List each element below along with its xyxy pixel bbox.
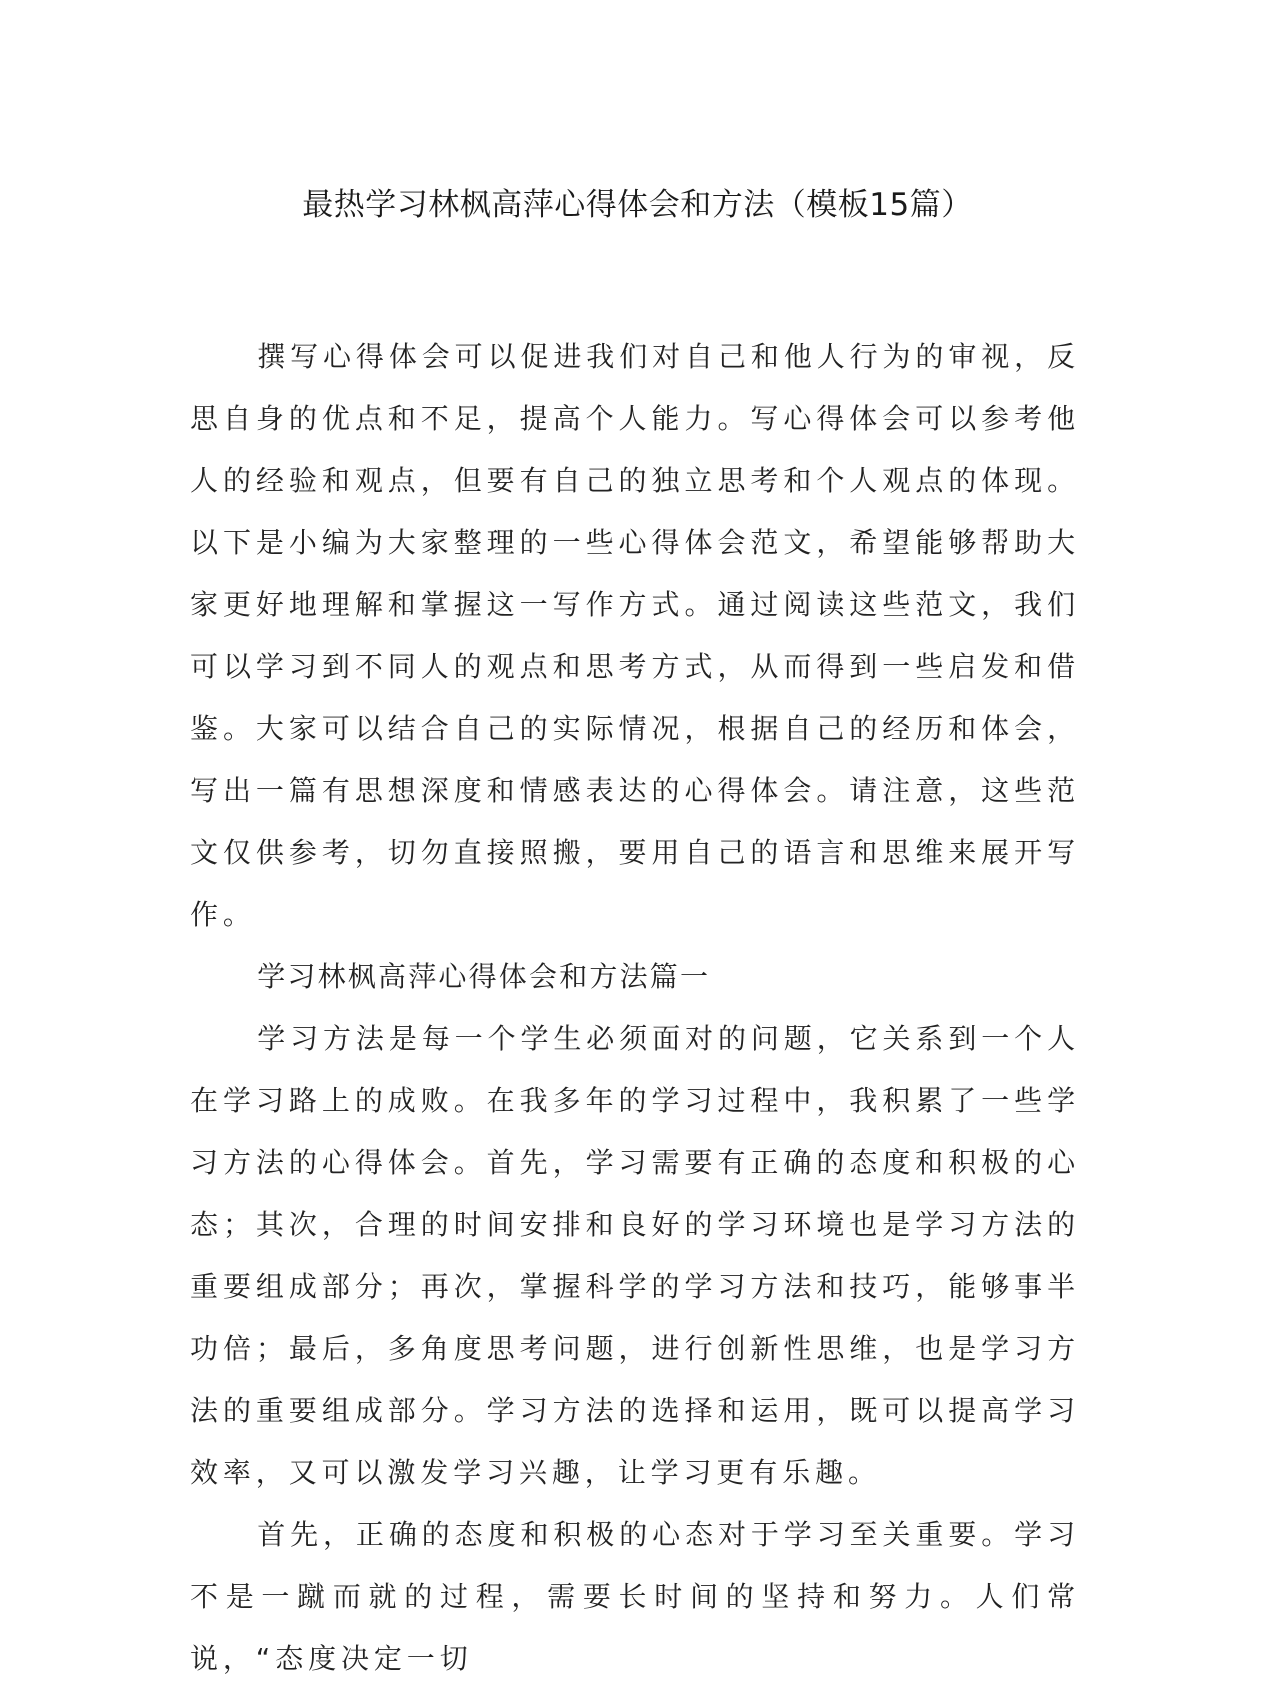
document-title: 最热学习林枫高萍心得体会和方法（模板15篇） bbox=[302, 187, 973, 223]
section-heading: 学习林枫高萍心得体会和方法篇一 bbox=[257, 960, 711, 993]
document-body bbox=[190, 326, 1080, 1690]
intro-paragraph: 撰写心得体会可以促进我们对自己和他人行为的审视，反思自身的优点和不足，提高个人能力。写心得体会可以参考他人的经验和观点，但要有自己的独立思考和个人观点的体现。以下是小编为大家整理的一些心得体会范文，希望能够帮助大家更好地理解和掌握这一写作方式。通过阅读这些范文，我们可以学习到不同人的观点和思考方式，从而得到一些启发和借鉴。大家可以结合自己的实际情况，根据自己的经历和体会，写出一篇有思想深度和情感表达的心得体会。请注意，这些范文仅供参考，切勿直接照搬，要用自己的语言和思维来展开写作。 bbox=[190, 340, 1080, 931]
body-paragraph: 首先，正确的态度和积极的心态对于学习至关重要。学习不是一蹴而就的过程，需要长时间的坚持和努力。人们常说，“态度决定一切 bbox=[190, 1518, 1080, 1675]
body-paragraph: 学习方法是每一个学生必须面对的问题，它关系到一个人在学习路上的成败。在我多年的学习过程中，我积累了一些学习方法的心得体会。首先，学习需要有正确的态度和积极的心态；其次，合理的时间安排和良好的学习环境也是学习方法的重要组成部分；再次，掌握科学的学习方法和技巧，能够事半功倍；最后，多角度思考问题，进行创新性思维，也是学习方法的重要组成部分。学习方法的选择和运用，既可以提高学习效率，又可以激发学习兴趣，让学习更有乐趣。 bbox=[190, 1022, 1080, 1489]
